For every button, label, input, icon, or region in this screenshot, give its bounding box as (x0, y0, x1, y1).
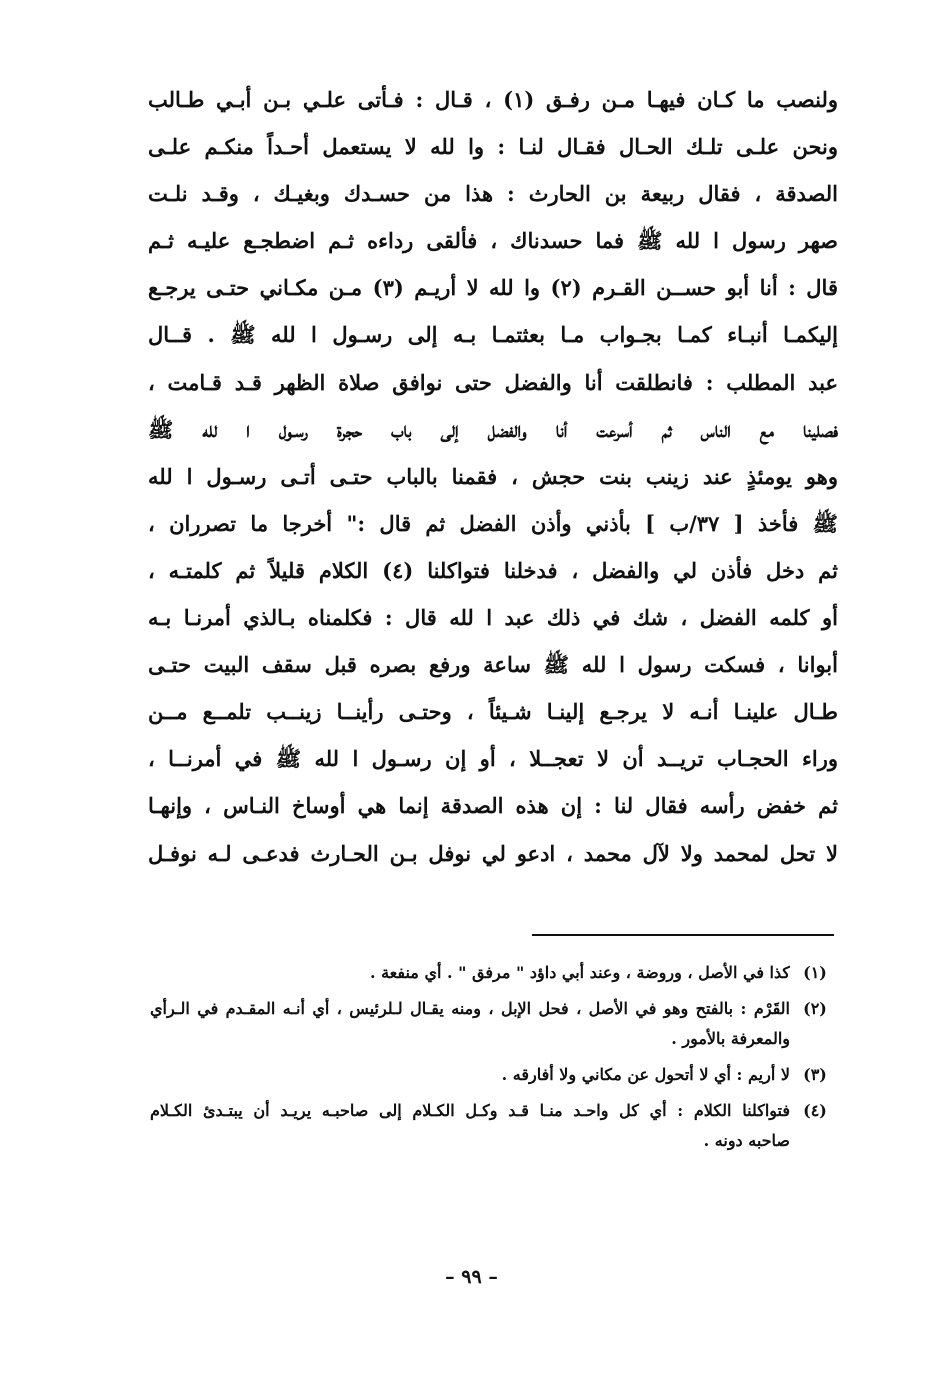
footnote-3 (150, 1060, 840, 1090)
main-text-line: وهو يومئذٍ عند زينب بنت حجش ، فقمنا بالباب حتـى أتـى رسـول ا لله (148, 463, 838, 489)
footnote-line: القَرْم : بالفتح وهو في الأصل ، فحل الإبل ، ومنه يقـال لـلرئيس ، أي أنـه المقـدم في الـرأي (150, 999, 790, 1018)
footnote-text (150, 1096, 790, 1156)
footnote-1 (150, 958, 840, 988)
main-text-line: وراء الحجـاب تريــد أن لا تعجــلا ، أو إن رسـول ا لله ﷺ في أمرنــا ، (148, 746, 838, 772)
footnote-separator (532, 934, 834, 936)
main-text-line: لا تحل لمحمد ولا لآل محمد ، ادعو لي نوفل بـن الحـارث فدعـى لـه نوفـل (148, 840, 838, 866)
main-text-line: عبد المطلب : فانطلقت أنا والفضل حتى نوافق صلاة الظهر قـد قـامت ، (148, 369, 838, 395)
footnote-text (150, 958, 790, 988)
footnote-4 (150, 1096, 840, 1156)
footnote-number: (١) (803, 963, 827, 982)
footnote-line: كذا في الأصل ، وروضة ، وعند أبي داؤد " مرفق " . أي منفعة . (369, 963, 790, 982)
main-text-line: إليكمـا أنبـاء كمـا بجـواب مـا بعثتمـا بـه إلى رسـول ا لله ﷺ . قــال (148, 322, 838, 348)
main-text-line: ﷺ فأخذ [ ٣٧/ب ] بأذني وأذن الفضل ثم قال :" أخرجا ما تصرران ، (148, 510, 838, 536)
footnote-line: لا أريم : أي لا أتحول عن مكاني ولا أفارقه . (501, 1065, 790, 1084)
main-text-line: فصلينا مع الناس ثم أسرعت أنا والفضل إلى باب حجرة رسـول ا لله ﷺ (148, 416, 838, 442)
main-text-line: صهر رسول ا لله ﷺ فما حسدناك ، فألقى رداءه ثـم اضطجـع عليـه ثـم (148, 228, 838, 254)
footnotes (150, 958, 840, 1162)
main-text-line: ونحن علـى تلـك الحـال فقـال لنـا : وا لله لا يستعمل أحـداً منكـم علـى (148, 134, 838, 160)
footnote-line: صاحبه دونه . (703, 1131, 790, 1150)
footnote-text (150, 1060, 790, 1090)
footnote-number: (٣) (803, 1065, 827, 1084)
main-text-line: أبوانا ، فسكت رسول ا لله ﷺ ساعة ورفع بصره قبل سقف البيت حتـى (148, 652, 838, 678)
main-text-line: ولنصب ما كـان فيهـا مـن رفـق (١) ، قـال : فـأتى علـي بـن أبـي طـالب (148, 87, 838, 112)
main-text-body (148, 76, 838, 877)
footnote-line: والمعرفة بالأمور . (671, 1029, 790, 1048)
main-text-line: الصدقة ، فقال ربيعة بن الحارث : هذا من حسـدك وبغيـك ، وقـد نلـت (148, 181, 838, 207)
main-text-line: أو كلمه الفضل ، شك في ذلك عبد ا لله قال : فكلمناه بـالذي أمرنـا بـه (148, 605, 838, 631)
main-text-line: ثم خفض رأسه فقال لنا : إن هذه الصدقة إنما هي أوساخ النـاس ، وإنهـا (148, 793, 838, 819)
main-text-line: قال : أنا أبو حســن القـرم (٢) وا لله لا أريـم (٣) مـن مكـاني حتـى يرجـع (148, 275, 838, 301)
footnote-2 (150, 994, 840, 1054)
footnote-line: فتواكلنا الكلام : أي كل واحـد منـا قـد وكـل الكـلام إلى صاحبـه يريـد أن يبتـدئ الكـلام (150, 1101, 790, 1120)
main-text-line: طـال علينـا أنـه لا يرجـع إلينـا شـيئاً ، وحتـى رأينــا زينــب تلمــع مــن (148, 699, 838, 725)
page-number: – ٩٩ – (445, 1266, 498, 1288)
footnote-number: (٢) (803, 999, 827, 1018)
main-text-line: ثم دخل فأذن لي والفضل ، فدخلنا فتواكلنا (٤) الكلام قليلاً ثم كلمتـه ، (148, 557, 838, 583)
footnote-text (150, 994, 790, 1054)
footnote-number: (٤) (803, 1101, 827, 1120)
